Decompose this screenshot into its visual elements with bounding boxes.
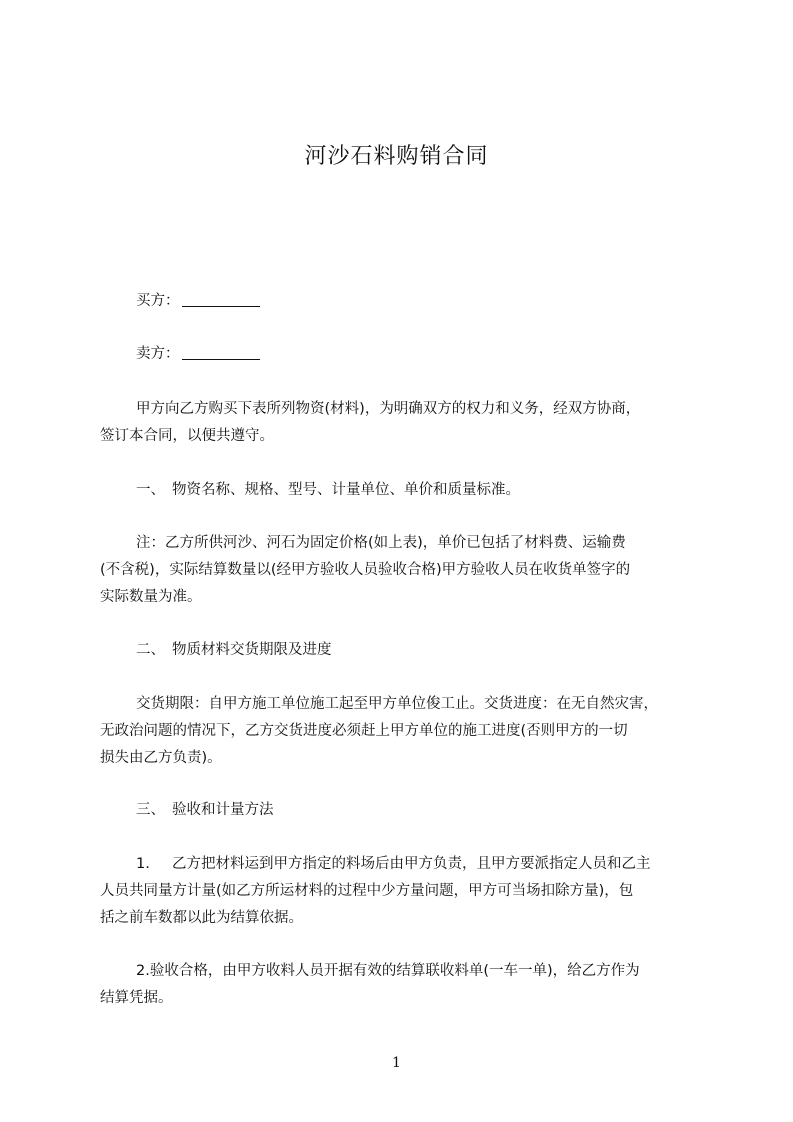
note-line-1: 注：乙方所供河沙、河石为固定价格(如上表)，单价已包括了材料费、运输费 [136,535,626,551]
section-3-heading [136,796,736,824]
item-2-line-1: 2.验收合格，由甲方收料人员开据有效的结算联收料单(一车一单)，给乙方作为 [136,963,640,979]
buyer-blank [182,292,260,307]
delivery-line-2: 无政治问题的情况下，乙方交货进度必须赶上甲方单位的施工进度(否则甲方的一切 [100,723,628,739]
delivery-line-1: 交货期限：自甲方施工单位施工起至甲方单位俊工止。交货进度：在无自然灾害， [136,696,658,712]
item-1-line-3: 括之前车数都以此为结算依据。 [100,910,303,926]
item-1-text: 乙方把材料运到甲方指定的料场后由甲方负责，且甲方要派指定人员和乙主 [172,856,651,872]
note-line-2: (不含税)，实际结算数量以(经甲方验收人员验收合格)甲方验收人员在收货单签字的 [100,562,631,578]
section-1-heading [136,476,736,504]
item-1-number: 1. [136,856,150,872]
item-1-line-1 [136,850,736,878]
seller-line [136,340,736,368]
section-2-number: 二、 [136,642,165,658]
section-2-heading [136,636,736,664]
delivery-line-3: 损失由乙方负责)。 [100,750,222,766]
buyer-label: 买方： [136,293,180,309]
section-1-title: 物资名称、规格、型号、计量单位、单价和质量标准。 [172,482,520,498]
section-3-title: 验收和计量方法 [172,802,274,818]
note-line-3: 实际数量为准。 [100,589,202,605]
intro-line-1: 甲方向乙方购买下表所列物资(材料)，为明确双方的权力和义务，经双方协商， [136,401,641,417]
section-3-number: 三、 [136,802,165,818]
intro-line-2: 签订本合同，以便共遵守。 [100,428,274,444]
seller-blank [182,345,260,360]
document-title: 河沙石料购销合同 [304,144,489,169]
buyer-line [136,287,736,315]
item-1-line-2: 人员共同量方计量(如乙方所运材料的过程中少方量问题，甲方可当场扣除方量)，包 [100,883,634,899]
item-2-line-2: 结算凭据。 [100,990,173,1006]
section-2-title: 物质材料交货期限及进度 [172,642,332,658]
page-number: 1 [392,1055,401,1071]
seller-label: 卖方： [136,346,180,362]
section-1-number: 一、 [136,482,165,498]
